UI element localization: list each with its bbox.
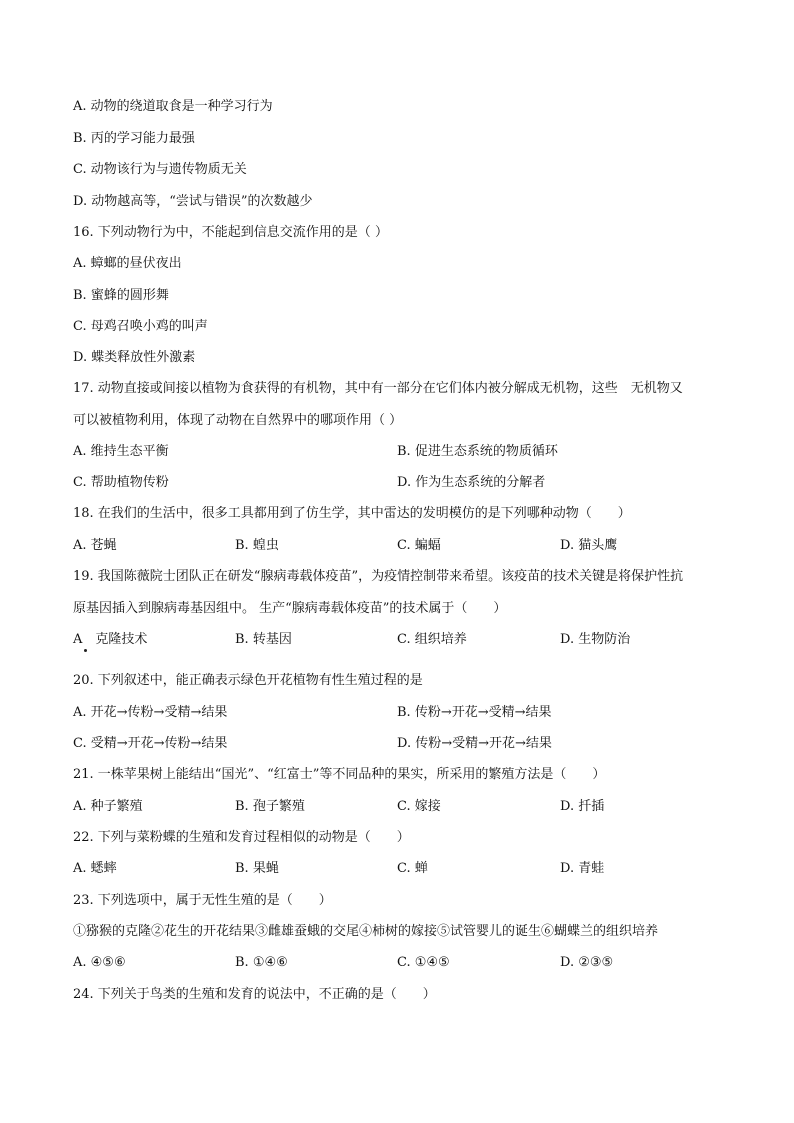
q17-options-row1 [73,443,733,461]
q15-option-b: B. 丙的学习能力最强 [73,131,195,146]
q22-options-row [73,860,733,878]
q16-option-b: B. 蜜蜂的圆形舞 [73,288,169,303]
q20-options-row2 [73,735,733,753]
q16-option-a: A. 蟑螂的昼伏夜出 [73,256,182,271]
q22-option-a: A. 蟋蟀 [73,861,117,876]
q22-option-d: D. 青蛙 [560,861,605,876]
q24-stem: 24. 下列关于鸟类的生殖和发育的说法中，不正确的是（ ） [73,987,436,1002]
q17-option-a: A. 维持生态平衡 [73,444,169,459]
q22-option-c: C. 蝉 [397,861,428,876]
q20-option-d: D. 传粉→受精→开花→结果 [397,736,552,751]
q19-stem-line2: 原基因插入到腺病毒基因组中。 生产“腺病毒载体疫苗”的技术属于（ ） [73,601,507,616]
q15-option-c: C. 动物该行为与遗传物质无关 [73,162,247,177]
q20-options-row1 [73,704,733,722]
q16-stem: 16. 下列动物行为中，不能起到信息交流作用的是（ ） [73,225,388,240]
q20-stem: 20. 下列叙述中，能正确表示绿色开花植物有性生殖过程的是 [73,673,423,688]
q23-option-a: A. ④⑤⑥ [73,955,126,970]
q18-option-b: B. 蝗虫 [235,538,279,553]
q23-items: ①猕猴的克隆②花生的开花结果③雌雄蚕蛾的交尾④柿树的嫁接⑤试管婴儿的诞生⑥蝴蝶兰的组织培养 [73,924,659,939]
q17-options-row2 [73,474,733,492]
q20-option-a: A. 开花→传粉→受精→结果 [73,705,228,720]
q19-options-row [73,631,733,649]
q18-stem: 18. 在我们的生活中，很多工具都用到了仿生学，其中雷达的发明模仿的是下列哪种动物（ ） [73,506,631,521]
q23-option-c: C. ①④⑤ [397,955,450,970]
q15-option-d: D. 动物越高等，“尝试与错误”的次数越少 [73,194,313,209]
q15-option-a: A. 动物的绕道取食是一种学习行为 [73,99,273,114]
q23-option-d: D. ②③⑤ [560,955,614,970]
q19-stem-line1: 19. 我国陈薇院士团队正在研发“腺病毒载体疫苗”，为疫情控制带来希望。该疫苗的技术关键是将保护性抗 [73,569,684,584]
q22-option-b: B. 果蝇 [235,861,279,876]
q17-stem-line2: 可以被植物利用，体现了动物在自然界中的哪项作用（ ） [73,413,403,428]
q19-option-b: B. 转基因 [235,632,292,647]
q21-option-c: C. 嫁接 [397,799,441,814]
q21-option-b: B. 孢子繁殖 [235,799,305,814]
stray-dot [84,649,87,652]
q20-option-c: C. 受精→开花→传粉→结果 [73,736,228,751]
q17-option-c: C. 帮助植物传粉 [73,475,169,490]
q16-option-c: C. 母鸡召唤小鸡的叫声 [73,319,208,334]
q22-stem: 22. 下列与菜粉蝶的生殖和发育过程相似的动物是（ ） [73,830,410,845]
q21-options-row [73,798,733,816]
q17-stem-line1: 17. 动物直接或间接以植物为食获得的有机物，其中有一部分在它们体内被分解成无机物，这些 无机物又 [73,381,683,396]
q21-option-d: D. 扦插 [560,799,605,814]
q21-option-a: A. 种子繁殖 [73,799,143,814]
q17-option-d: D. 作为生态系统的分解者 [397,475,546,490]
q23-options-row [73,954,733,972]
q18-option-c: C. 蝙蝠 [397,538,441,553]
q23-stem: 23. 下列选项中，属于无性生殖的是（ ） [73,893,332,908]
q16-option-d: D. 蝶类释放性外激素 [73,350,196,365]
q20-option-b: B. 传粉→开花→受精→结果 [397,705,552,720]
q18-options-row [73,537,733,555]
q18-option-d: D. 猫头鹰 [560,538,618,553]
q19-option-c: C. 组织培养 [397,632,467,647]
q19-option-d: D. 生物防治 [560,632,631,647]
q21-stem: 21. 一株苹果树上能结出“国光”、“红富士”等不同品种的果实，所采用的繁殖方法是（ ） [73,767,606,782]
q19-option-a: A 克隆技术 [73,632,148,647]
q23-option-b: B. ①④⑥ [235,955,288,970]
q17-option-b: B. 促进生态系统的物质循环 [397,444,558,459]
q18-option-a: A. 苍蝇 [73,538,117,553]
